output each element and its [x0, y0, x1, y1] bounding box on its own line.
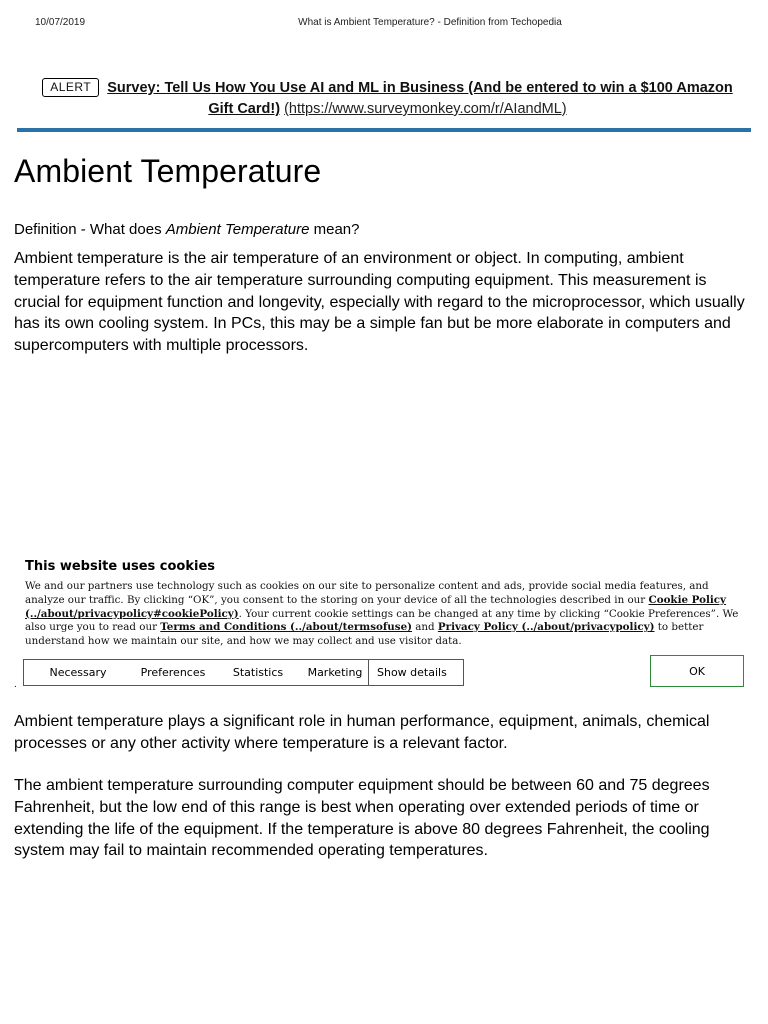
cookie-ok-button[interactable]: OK: [650, 655, 744, 687]
category-necessary[interactable]: Necessary: [49, 666, 107, 679]
definition-heading: [14, 221, 359, 238]
survey-url[interactable]: (https://www.surveymonkey.com/r/AIandML): [284, 101, 567, 117]
category-marketing[interactable]: Marketing: [307, 666, 363, 679]
cookie-text-4: to better understand how we maintain our site, and how we may collect and use visitor data.: [25, 621, 704, 648]
range-paragraph: The ambient temperature surrounding computer equipment should be between 60 and 75 degrees Fahrenheit, but the low end of this range is best when operating over extended periods of time or extending the life of the equipment. If the temperature is above 80 degrees Fahrenheit, the cooling system may fail to maintain recommended operating temperatures.: [14, 777, 710, 860]
stray-mark: .: [14, 679, 17, 690]
print-date: 10/07/2019: [35, 17, 86, 28]
role-paragraph: Ambient temperature plays a significant role in human performance, equipment, animals, chemical processes or any other activity where temperature is a relevant factor.: [14, 713, 710, 752]
alert-badge: ALERT: [42, 78, 99, 97]
definition-term: Ambient Temperature: [165, 221, 310, 238]
cookie-category-bar: [23, 659, 464, 686]
page-title: Ambient Temperature: [14, 153, 322, 189]
definition-paragraph: Ambient temperature is the air temperature of an environment or object. In computing, ambient temperature refers to the air temperature surrounding computing equipment. This measurement is crucial for equipment function and longevity, especially with regard to the microprocessor, which usually has its own cooling system. In PCs, this may be a simple fan but be more elaborate in computers and supercomputers with multiple processors.: [14, 250, 745, 355]
definition-suffix: mean?: [309, 221, 360, 238]
header-divider: [17, 128, 751, 132]
cookie-text-2: . Your current cookie settings can be changed at any time by clicking “Cookie Preferences”. We also urge you to read our: [25, 607, 739, 634]
print-page-title: What is Ambient Temperature? - Definition from Techopedia: [298, 17, 562, 28]
cookie-text-3: and: [412, 621, 438, 634]
privacy-policy-link[interactable]: Privacy Policy (../about/privacypolicy): [437, 621, 655, 634]
cookie-text-1: We and our partners use technology such as cookies on our site to personalize content and ads, provide social media features, and analyze our traffic. By clicking “OK”, you consent to the storing on your device of all the technologies described in our: [25, 580, 709, 606]
alert-banner: [40, 78, 735, 120]
category-statistics[interactable]: Statistics: [232, 666, 284, 679]
show-details-button[interactable]: Show details: [368, 660, 463, 685]
category-preferences[interactable]: Preferences: [140, 666, 206, 679]
terms-link[interactable]: Terms and Conditions (../about/termsofuse): [160, 621, 412, 634]
cookie-policy-link[interactable]: Cookie Policy (../about/privacypolicy#cookiePolicy): [25, 593, 727, 620]
survey-link[interactable]: Survey: Tell Us How You Use AI and ML in Business (And be entered to win a $100 Amazon Gift Card!): [107, 80, 733, 117]
cookie-banner-title: This website uses cookies: [25, 559, 216, 574]
cookie-banner-text: [25, 580, 747, 649]
definition-prefix: Definition - What does: [14, 221, 166, 238]
